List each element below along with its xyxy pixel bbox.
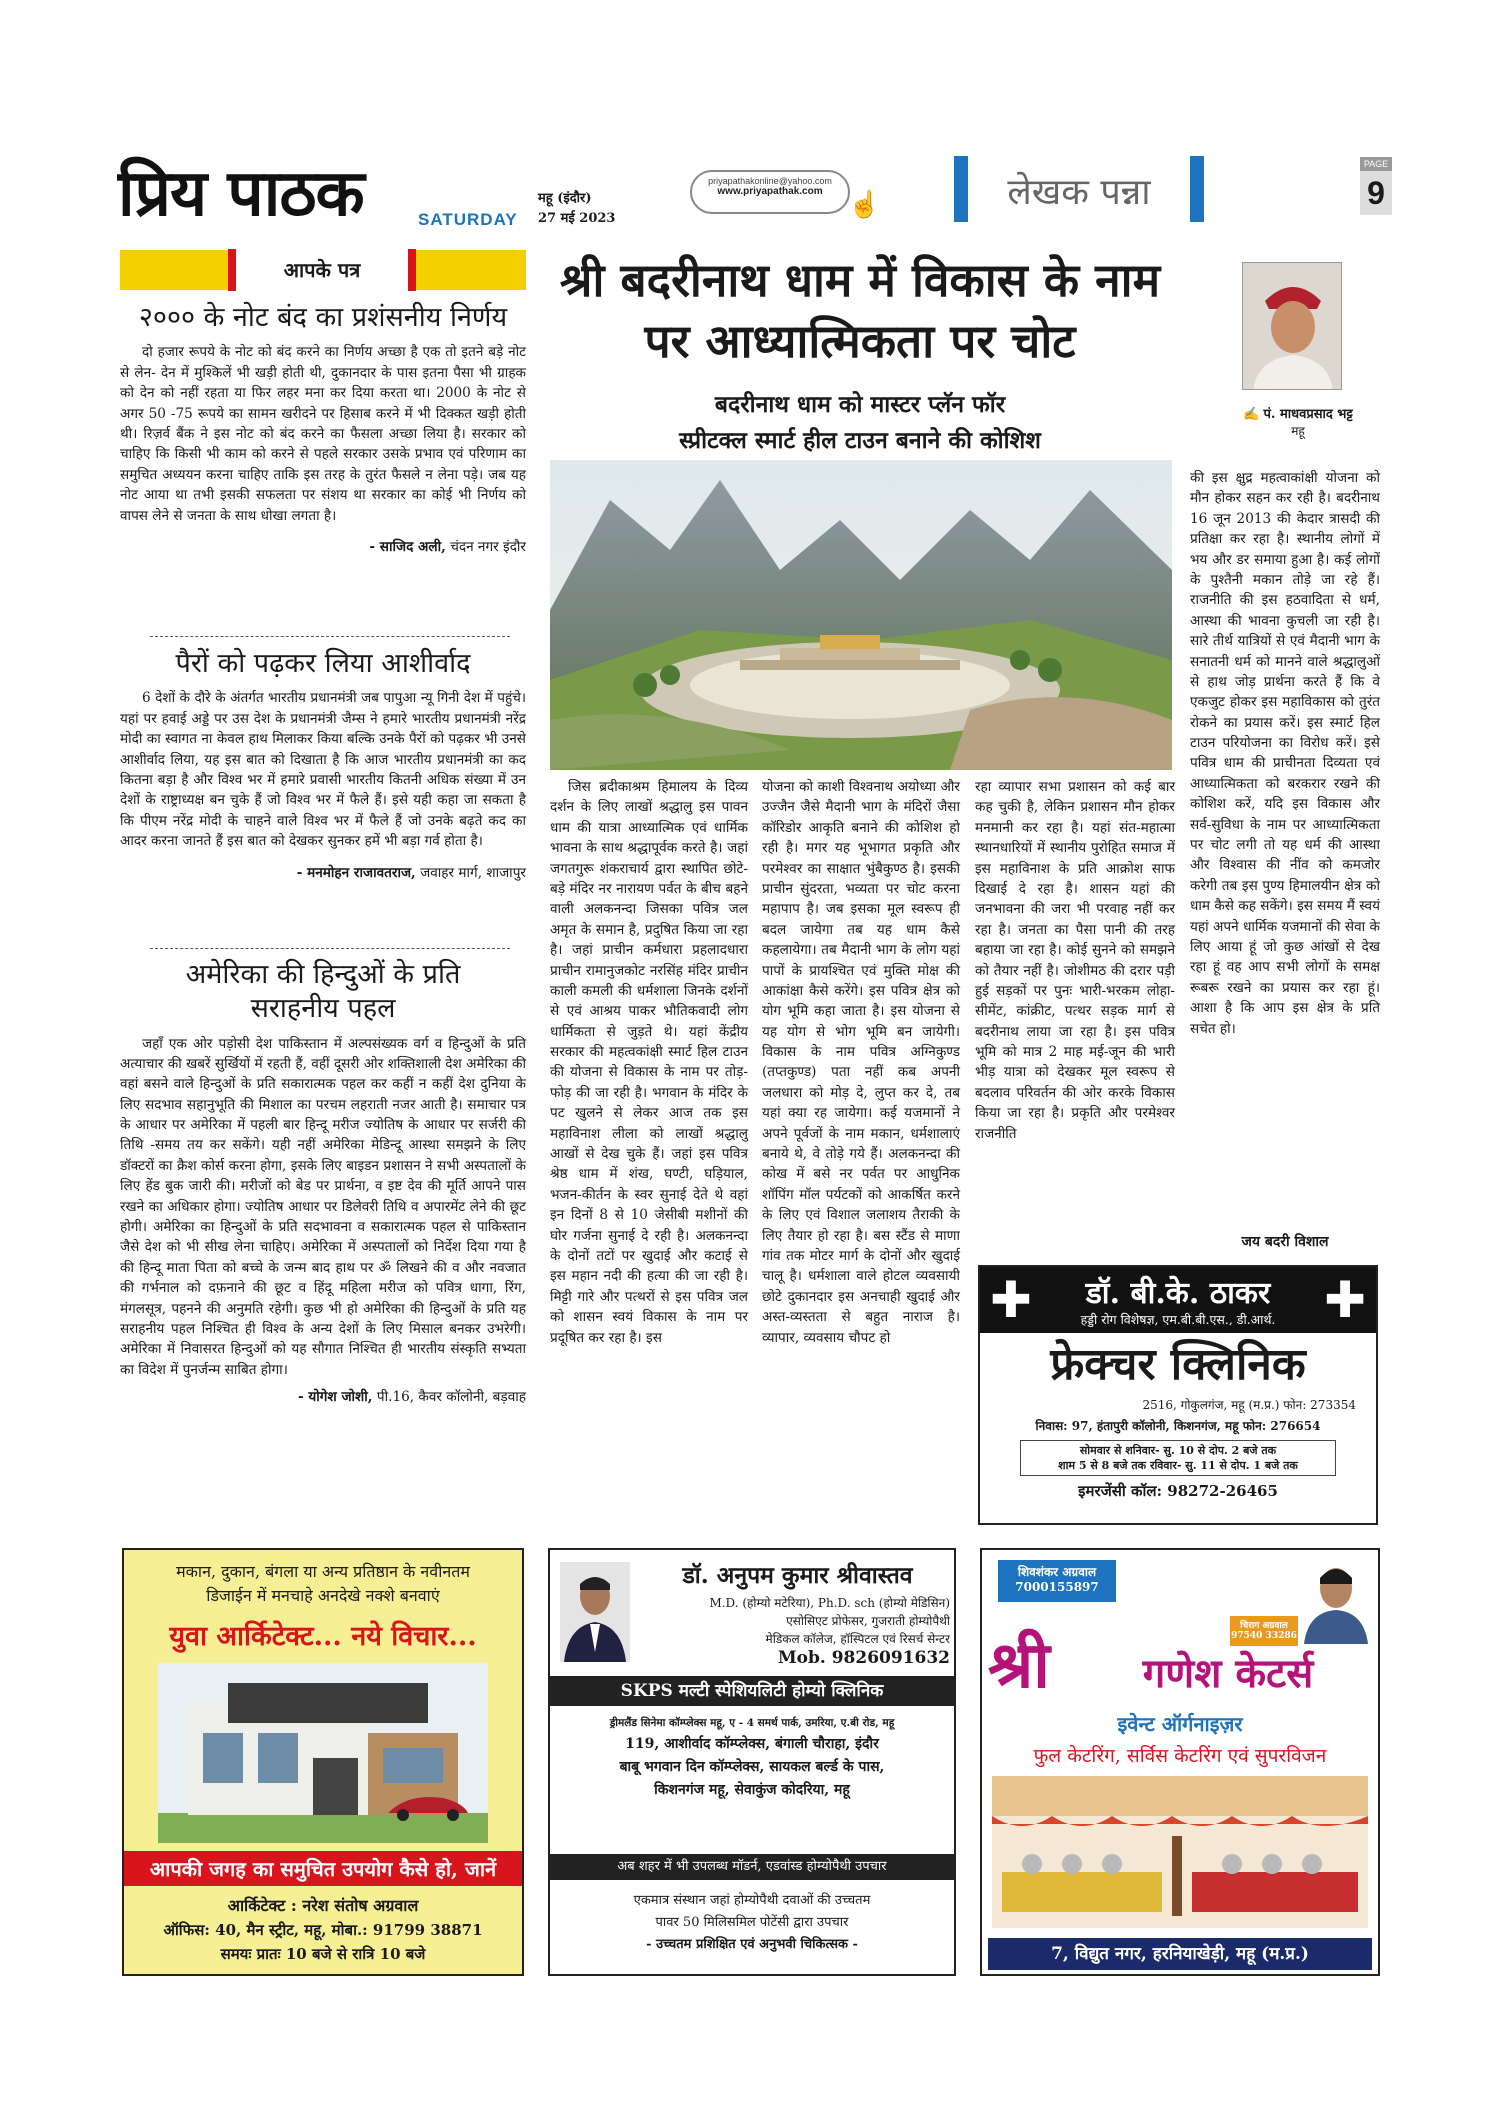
clinic-header <box>980 1267 1376 1333</box>
clinic-timing-2: शाम 5 से 8 बजे तक रविवार- सु. 11 से दोप. 1 बजे तक <box>1058 1458 1298 1472</box>
doctor-portrait-icon <box>560 1562 630 1662</box>
article-headline: श्री बदरीनाथ धाम में विकास के नाम पर आध्यात्मिकता पर चोट <box>559 253 1161 368</box>
caterer-partner-phone: 97540 33286 <box>1231 1631 1297 1641</box>
caterer-owner-box <box>998 1560 1116 1602</box>
article-signoff: जय बदरी विशाल <box>1241 1234 1329 1250</box>
article-author-place: महू <box>1291 424 1305 438</box>
letter-1-body: दो हजार रूपये के नोट को बंद करने का निर्णय अच्छा है एक तो इतने बड़े नोट से लेन- देन में मुश्किलें भी खड़ी होती थी, दुकानदार के पास इतना पैसा भी ग्राहक को देन को नहीं रहता या फिर लहर मना कर दिया करता था। 2000 के नोट से अगर 50 -75 रूपये का सामन खरीदने पर हिसाब करने में भी दिक्कत खड़ी होती थी। रिज़र्व बैंक ने इस नोट को बंद करने का फैसला अच्छा लिया है। सरकार को चाहिए कि किसी भी काम को करने से पहले सरकार उसके प्रभाव एवं परिणाम का समुचित अध्ययन करना चाहिए ताकि इस तरह के तुरंत फैसले न लेना पड़े। जब यह नोट आया था तभी इसकी सफलता पर संशय था सरकार का कोई भी निर्णय को वापस लेने से जनता के साथ धोखा लगता है। <box>120 344 526 524</box>
page-number-box <box>1360 157 1392 217</box>
caterer-subtitle: इवेन्ट ऑर्गनाइज़र <box>1117 1712 1243 1736</box>
section-banner <box>954 156 1204 222</box>
letter-2 <box>120 648 526 881</box>
cross-icon: ✚ <box>990 1271 1032 1329</box>
caterer-ad <box>980 1548 1380 1976</box>
clinic-residence: निवास: 97, हंतापुरी कॉलोनी, किशनगंज, महू फोन: 276654 <box>1035 1418 1321 1433</box>
architect-timing: समयः प्रातः 10 बजे से रात्रि 10 बजे <box>220 1945 426 1963</box>
clinic-doctor: डॉ. बी.के. ठाकर <box>1085 1276 1271 1311</box>
logo: प्रिय पाठक <box>118 156 364 231</box>
article-col-1: जिस ब्रदीकाश्रम हिमालय के दिव्य दर्शन के लिए लाखों श्रद्धालु इस पावन धाम की यात्रा आध्यात्मिक एवं धार्मिक भावना के साथ श्रद्धापूर्वक करते है। जहां जगतगुरू शंकराचार्य द्वारा स्थापित छोटे-बड़े मंदिर नर नारायण पर्वत के बीच बहने वाली अलकनन्दा जिसका पवित्र जल अमृत के समान है, प्रदुषित किया जा रहा है। जहां प्राचीन कर्मधारा प्रहलादधारा प्राचीन रामानुजकोट नरसिंह मंदिर प्राचीन काली कमली की धर्मशाला जिनके दर्शनों से एवं आश्रय पाकर भौतिकवादी लोग धार्मिकता से जुड़ते थे। यहां केंद्रीय सरकार की महत्वकांक्षी स्मार्ट हिल टाउन की योजना से विकास के नाम पर तोड़-फोड़ की जा रही है। भगवान के मंदिर के पट खुलने से लेकर आज तक इस महाविनाश लीला को लाखों श्रद्धालु आखों से देख चुके हैं। जहां इस पवित्र श्रेष्ठ धाम में शंख, घण्टी, घड़ियाल, भजन-कीर्तन के स्वर सुनाई देते थे वहां इन दिनों 8 से 10 जेसीबी मशीनों की घोर गर्जना सुनाई दे रही है। अलकनन्दा के दोनों तटों पर खुदाई और कटाई से इस महान नदी की हत्या की जा रही है। मिट्टी गारे और पत्थरों से इस पवित्र जल को शासन स्वयं विकास के नाम पर प्रदूषित कर रहा है। इस <box>550 779 748 1346</box>
partner-portrait-icon <box>1298 1554 1374 1644</box>
catering-photo <box>992 1776 1368 1928</box>
caterer-services: फुल केटरिंग, सर्विस केटरिंग एवं सुपरविजन <box>1033 1745 1327 1767</box>
article-author: पं. माधवप्रसाद भट्ट <box>1263 407 1353 422</box>
author-photo <box>1242 262 1342 390</box>
architect-office: ऑफिस: 40, मैन स्ट्रीट, महू, मोबा.: 91799 38871 <box>163 1921 483 1939</box>
caterer-partner-box <box>1230 1616 1298 1646</box>
badrinath-masterplan-photo <box>550 460 1172 770</box>
letters-title-text: आपके पत्र <box>283 258 361 282</box>
masterplan-illustration <box>550 460 1172 770</box>
clinic-name: फ्रेक्चर क्लिनिक <box>1050 1339 1306 1390</box>
doctor-photo <box>560 1562 630 1662</box>
architect-line-2: डिजाईन में मनचाहे अनदेखे नक्शे बनवाएं <box>206 1586 440 1605</box>
fracture-clinic-ad <box>978 1265 1378 1525</box>
clinic-address: 2516, गोकुलगंज, महू (म.प्र.) फोन: 273354 <box>1142 1397 1356 1412</box>
letter-1-headline: २००० के नोट बंद का प्रशंसनीय निर्णय <box>138 302 508 333</box>
homeo-clinic-name: SKPS मल्टी स्पेशियलिटी होम्यो क्लिनिक <box>550 1676 954 1706</box>
letter-3-signature <box>120 1386 526 1405</box>
author-byline <box>1218 404 1378 439</box>
email-text: priyapathakonline@yahoo.com <box>708 176 832 186</box>
divider <box>150 948 510 949</box>
homeo-doctor: डॉ. अनुपम कुमार श्रीवास्तव <box>682 1562 913 1589</box>
author-portrait-icon <box>1243 263 1342 390</box>
homeo-address-1: ड्रीमलैंड सिनेमा कॉम्प्लेक्स महू, ए - 4 समर्थ पार्क, उमरिया, ए.बी रोड, महू <box>609 1717 895 1729</box>
letter-2-headline: पैरों को पढ़कर लिया आशीर्वाद <box>175 648 471 679</box>
masthead <box>118 150 1388 240</box>
article-subhead-2: स्प्रीटक्ल स्मार्ट हील टाउन बनाने की कोशिश <box>679 427 1041 454</box>
letter-3-place: पी.16, कैवर कॉलोनी, बड़वाह <box>376 1389 526 1406</box>
section-title: लेखक पन्ना <box>1007 172 1151 213</box>
house-illustration <box>158 1663 488 1843</box>
letter-1 <box>120 302 526 555</box>
letter-3-body: जहाँ एक ओर पड़ोसी देश पाकिस्तान में अल्पसंख्यक वर्ग व हिन्दुओं के प्रति अत्याचार की खबरें सुर्खियों में रहती हैं, वहीं दूसरी ओर शक्तिशाली देश अमेरिका की वहां बसने वाले हिन्दुओं के प्रति सकारात्मक पहल कर कहीं न कहीं देश दुनिया के लिए सदभाव सहानुभूति की मिशाल का परचम लहराती नजर आती है। समाचार पत्र के आधार पर अमेरिका में पहली बार हिन्दू मरीज ज्योतिष के आधार पर सर्जरी की तिथि -समय तय कर सकेंगे। यही नहीं अमेरिका मेडिन्दू आस्था समझने के लिए डॉक्टरों का क्रैश कोर्स करना होगा, इसके लिए बाइडन प्रशासन ने सभी अस्पतालों के लिए हेंड बुक जारी की। मरीजों को बेड पर प्रार्थना, व इष्ट देव की मूर्ति आपने पास रखने का अधिकार होगा। ज्योतिष आधार पर डिलेवरी तिथि व अपारमेंट लेने की छूट होगी। अमेरिका का हिन्दुओं के प्रति सदभावना व सकारात्मक पहल से पाकिस्तान जैसे देश को भी सीख लेना चाहिए। अमेरिका में अस्पतालों को निर्देश दिया गया है की हिन्दू माता पिता को बच्चे के जन्म बाद हाथ पर ॐ लिखने की व और नवजात की गर्भनाल को दफ़नाने की छूट व हिंदू महिला मरीज को पवित्र धागा, रिंग, मंगलसूत्र, पहनने की अनुमति रहेगी। कुछ भी हो अमेरिका की हिन्दुओं के प्रति यह सराहनीय पहल निश्चित ही विश्व के अन्य देशों के लिए मिसाल बनकर उभरेगी। अमेरिका में निवासरत हिन्दुओं को यह सौगात निश्चित ही भारतीय संस्कृति सभ्यता का विदेश में पुनर्जन्म साबित होगा। <box>120 1035 526 1378</box>
website-text[interactable]: www.priyapathak.com <box>717 186 823 197</box>
caterer-owner-phone: 7000155897 <box>1015 1580 1099 1594</box>
homeo-note-1: एकमात्र संस्थान जहां होम्योपैथी दवाओं की उच्चतम <box>633 1893 871 1908</box>
clinic-timing <box>1020 1440 1336 1476</box>
architect-tagline: युवा आर्किटेक्ट... नये विचार... <box>169 1621 477 1652</box>
buffet-setup-illustration <box>992 1776 1368 1928</box>
letter-2-signature <box>120 862 526 881</box>
clinic-specialty: हड्डी रोग विशेषज्ञ, एम.बी.बी.एस., डी.आर्थ. <box>1080 1312 1276 1327</box>
architect-name: आर्किटेक्ट : नरेश संतोष अग्रवाल <box>227 1896 419 1915</box>
caterer-brand: गणेश केटर्स <box>1142 1650 1314 1697</box>
architect-banner: आपकी जगह का समुचित उपयोग कैसे हो, जानें <box>124 1851 522 1886</box>
homeo-note-3: - उच्चतम प्रशिक्षित एवं अनुभवी चिकित्सक - <box>646 1937 858 1952</box>
article-col-3: रहा व्यापार सभा प्रशासन को कई बार कह चुकी है, लेकिन प्रशासन मौन होकर मनमानी कर रहा है। यहां संत-महात्मा स्थानधारियों में स्थानीय पुरोहित समाज में इस महाविनाश के प्रति आक्रोश साफ दिखाई दे रहा है। शासन यहां की जनभावना की जरा भी परवाह नहीं कर रहा है। जनता का पैसा पानी की तरह बहाया जा रहा है। कोई सुनने को समझने को तैयार नहीं है। जोशीमठ की दरार पड़ी हुई सड़कों पर पुनः भारी-भरकम लोहा-सीमेंट, कांक्रीट, पत्थर सड़क मार्ग से बदरीनाथ लाया जा रहा है। इस पवित्र भूमि को मात्र 2 माह मई-जून की भारी भीड़ यात्रा को देखकर मूल स्वरूप से बदलाव परिवर्तन की ओर करके विकास किया जा रहा है। प्रकृति और परमेश्वर राजनीति <box>975 779 1175 1142</box>
cross-icon: ✚ <box>1324 1271 1366 1329</box>
letter-2-body: 6 देशों के दौरे के अंतर्गत भारतीय प्रधानमंत्री जब पापुआ न्यू गिनी देश में पहुंचे। यहां पर हवाई अड्डे पर उस देश के प्रधानमंत्री जैम्स ने हमारे भारतीय प्रधानमंत्री नरेंद्र मोदी का स्वागत ना केवल हाथ मिलाकर किया बल्कि उनके पैरों को पढ़कर भी उनसे आशीर्वाद लिया, यह इस बात को दिखाता है कि आज भारतीय प्रधानमंत्री का कद कितना बड़ा है और विश्व भर में हमारे प्रवासी भारतीय कितनी अधिक संख्या में उन देशों के राष्ट्राध्यक्ष बन चुके हैं जो विश्व भर में फैले हैं। इसे यही कहा जा सकता है कि पीएम नरेंद्र मोदी के चाहने वाले विश्व भर में फैले हैं जो उनके बढ़ते कद का आदर करना जानते हैं इस बात को देखकर सुनकर हमें भी बड़ा गर्व होता है। <box>120 690 526 850</box>
letter-2-place: जवाहर मार्ग, शाजापुर <box>420 864 526 881</box>
clinic-timing-1: सोमवार से शनिवार- सु. 10 से दोप. 2 बजे तक <box>1079 1443 1277 1457</box>
divider <box>150 636 510 637</box>
letters-section-title <box>228 249 416 291</box>
caterer-address: 7, विद्युत नगर, हरनियाखेड़ी, महू (म.प्र.) <box>988 1938 1372 1970</box>
letter-1-author: - साजिद अली, <box>369 538 446 555</box>
architect-ad <box>122 1548 524 1976</box>
homeo-banner: अब शहर में भी उपलब्ध मॉडर्न, एडवांस्ड होम्योपैथी उपचार <box>550 1854 954 1880</box>
letter-3 <box>120 958 526 1405</box>
caterer-partner: चिराग अग्रवाल <box>1240 1621 1288 1631</box>
place-label: महू (इंदौर) <box>538 191 592 206</box>
modern-house-icon <box>158 1663 488 1843</box>
homeo-addresses <box>558 1716 946 1799</box>
letter-3-headline: अमेरिका की हिन्दुओं के प्रति सराहनीय पहल <box>185 959 461 1024</box>
caterer-brand-initial: श्री <box>988 1628 1050 1703</box>
homeo-college: मेडिकल कॉलेज, हॉस्पिटल एवं रिसर्च सेन्टर <box>765 1632 950 1646</box>
article-col-2: योजना को काशी विश्वनाथ अयोध्या और उज्जैन जैसे मैदानी भाग के मंदिरों जैसा कॉरिडोर आकृति बनाने की कोशिश हो रही है। मगर यह भूभागत प्रकृति और परमेश्वर का साक्षात भुंबैकुण्ठ है। इसकी प्राचीन सुंदरता, भव्यता पर चोट करना महापाप है। जब इसका मूल स्वरूप ही बदल जायेगा तब यह धाम कैसे कहलायेगा। तब मैदानी भाग के लोग यहां पापों के प्रायश्चित एवं मुक्ति मोक्ष की आकांक्षा कैसे करेंगे। इस पवित्र क्षेत्र को योग भूमि कहा जाता है। इस योजना से यह योग से भोग भूमि बन जायेगी। विकास के नाम पवित्र अग्निकुण्ड (तप्तकुण्ड) पता नहीं कब अपनी जलधारा को मोड़ दे, लुप्त कर दे, तब यहां क्या रह जायेगा। कई यजमानों ने अपने पूर्वजों के नाम मकान, धर्मशालाएं बनाये थे, वे तोड़े गये हैं। अलकनन्दा की कोख में बसे नर पर्वत पर आधुनिक शॉपिंग मॉल पर्यटकों को आकर्षित करने के लिए एवं विशाल जलाशय तैराकी के लिए तैयार हो रहा है। बस स्टैंड से माणा गांव तक मोटर मार्ग के दोनों और खुदाई चालू है। धर्मशाला वाले होटल व्यवसायी छोटे दुकानदार इस अनचाही खुदाई और अस्त-व्यस्तता से बहुत नाराज है। व्यापार, व्यवसाय चौपट हो <box>762 779 960 1346</box>
homeo-degree: M.D. (होम्यो मटेरिया), Ph.D. sch (होम्यो मेडिसिन) <box>709 1596 950 1610</box>
letter-3-author: - योगेश जोशी, <box>298 1389 373 1406</box>
architect-line-1: मकान, दुकान, बंगला या अन्य प्रतिष्ठान के नवीनतम <box>176 1562 470 1581</box>
homeo-post: एसोसिएट प्रोफेसर, गुजराती होम्योपैथी <box>786 1614 950 1628</box>
letter-1-signature <box>120 536 526 555</box>
page-number: 9 <box>1360 171 1392 215</box>
article-right-col: की इस क्षुद्र महत्वाकांक्षी योजना को मौन होकर सहन कर रही है। बदरीनाथ 16 जून 2013 की केदार त्रासदी की प्रतिक्षा कर रहा है। स्थानीय लोगों में भय और डर समाया हुआ है। कई लोगों के पुश्तैनी मकान तोड़े जा रहे हैं। राजनीति की इस हठवादिता से धर्म, आस्था की भावना कुचली जा रही है। सारे तीर्थ यात्रियों से एवं मैदानी भाग के सनातनी धर्म को मानने वाले श्रद्धालुओं से हाथ जोड़ प्रार्थना करते हैं कि वे एकजुट होकर इस महाविकास को तुरंत रोकने का प्रयास करें। इस स्मार्ट हिल टाउन परियोजना का विरोध करें। इसे पवित्र धाम की प्राचीनता दिव्यता एवं आध्यात्मिकता को बरकरार रखने की कोशिश करें, यदि इस विकास और सर्व-सुविधा के नाम पर आध्यात्मिकता पर चोट लगी तो यह धर्म की आस्था और विश्वास की नींव को कमजोर करेगी तब इस पुण्य हिमालयीन क्षेत्र को धाम कैसे कह सकेंगे। इस समय मैं स्वयं यहां अपने धार्मिक यजमानों की सेवा के लिए आया हूं जो कुछ आंखों से देख रहा हूं वह आप सभी लोगों के समक्ष रूबरू रखने का प्रयास कर रहा हूं। आशा है कि आप इस क्षेत्र के प्रति सचेत हो। <box>1190 470 1380 1037</box>
letter-1-place: चंदन नगर इंदौर <box>450 538 526 555</box>
pen-icon: ✍ <box>1243 407 1260 422</box>
date-label: 27 मई 2023 <box>538 211 616 226</box>
homeo-address-3: बाबू भगवान दिन कॉम्प्लेक्स, सायकल बर्ल्ड के पास, <box>619 1759 885 1775</box>
homeo-address-2: 119, आशीर्वाद कॉम्प्लेक्स, बंगाली चौराहा, इंदौर <box>625 1736 879 1752</box>
contact-box <box>690 170 850 214</box>
hand-pointer-icon: ☝ <box>848 190 881 220</box>
homeo-note-2: पावर 50 मिलिसमिल पोटेंसी द्वारा उपचार <box>655 1915 849 1930</box>
page-label: PAGE <box>1360 157 1392 171</box>
homeo-clinic-ad <box>548 1548 956 1976</box>
letter-2-author: - मनमोहन राजावतराज, <box>296 864 416 881</box>
partner-photo <box>1298 1554 1374 1644</box>
day-label: SATURDAY <box>418 210 518 229</box>
clinic-emergency: इमरजेंसी कॉल: 98272-26465 <box>1078 1481 1278 1500</box>
caterer-owner: शिवशंकर अग्रवाल <box>1017 1565 1097 1579</box>
homeo-mobile: Mob. 9826091632 <box>777 1648 950 1668</box>
homeo-address-4: किशनगंज महू, सेवाकुंज कोदरिया, महू <box>654 1782 850 1798</box>
article-subhead-1: बदरीनाथ धाम को मास्टर प्लॅन फॉर <box>714 391 1006 418</box>
homeo-notes <box>550 1890 954 1952</box>
